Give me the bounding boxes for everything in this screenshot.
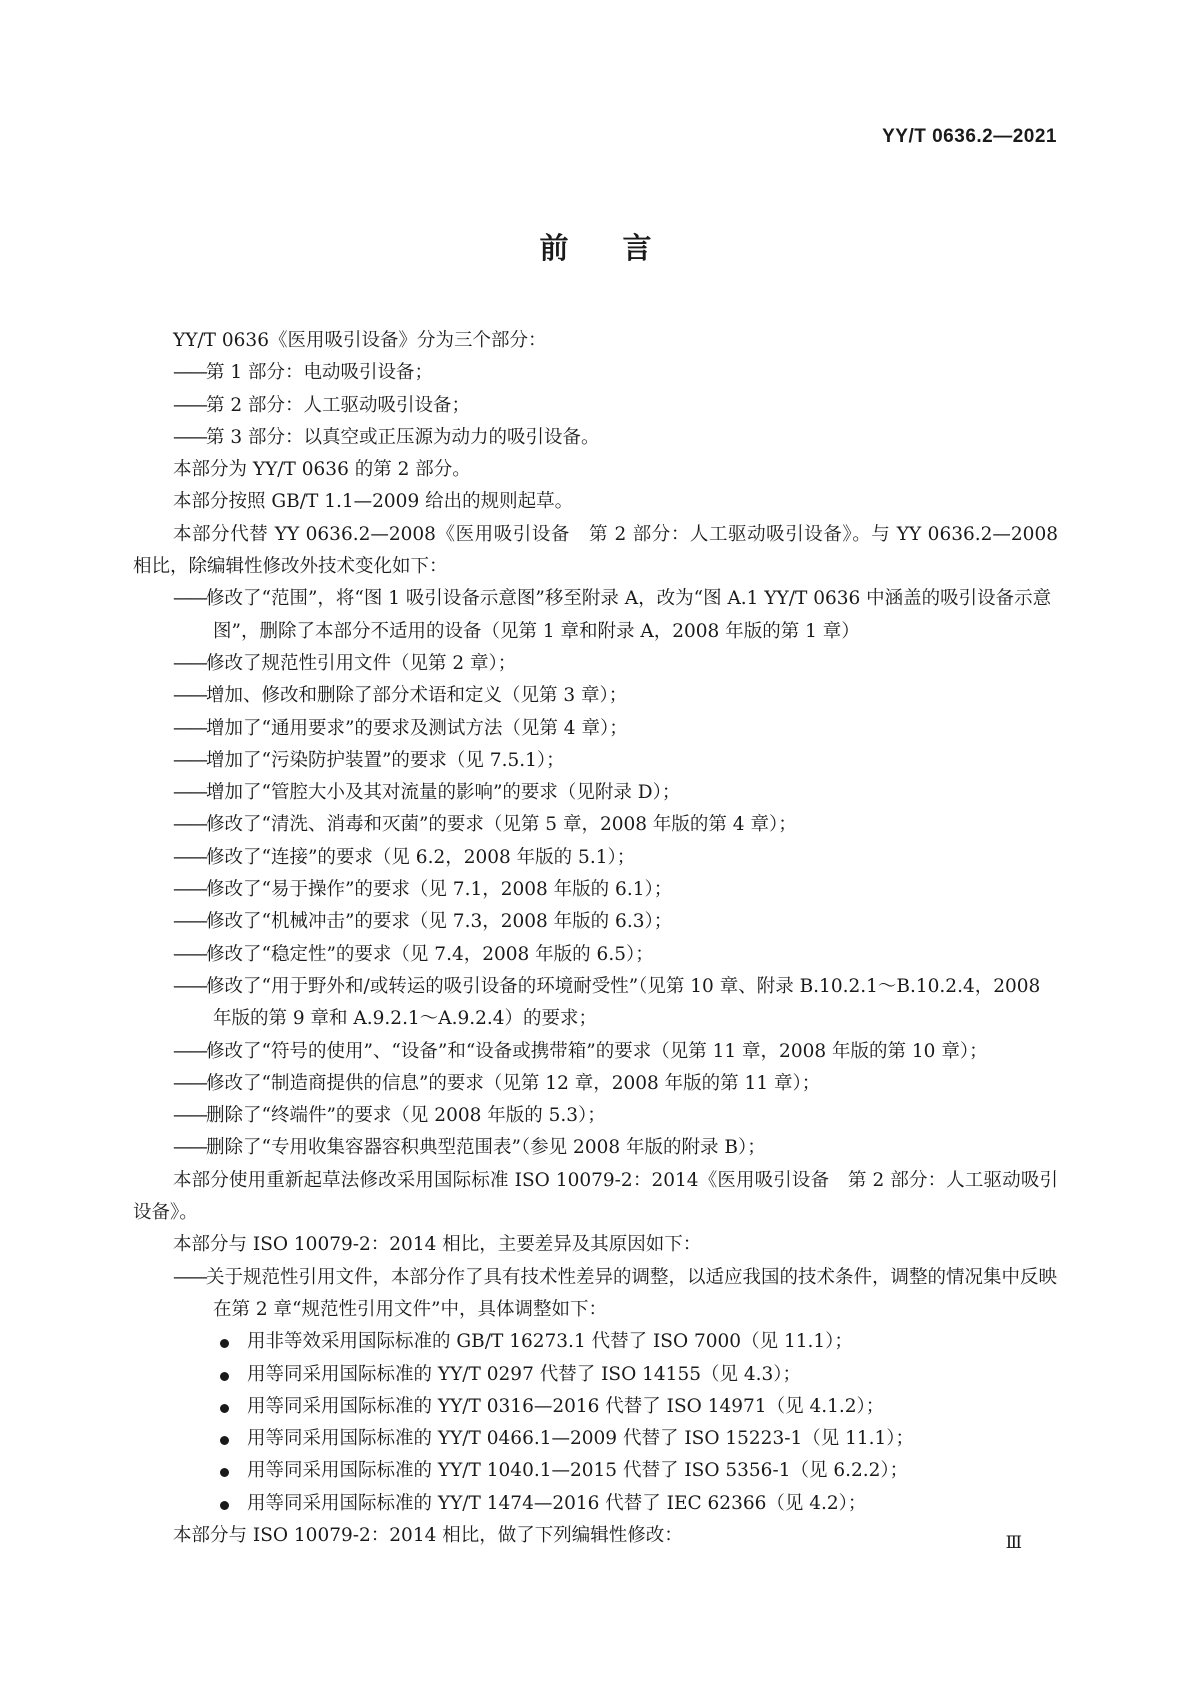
dash-list-item: ——修改了“范围”，将“图 1 吸引设备示意图”移至附录 A，改为“图 A.1 YY/T 0636 中涵盖的吸引设备示意图”，删除了本部分不适用的设备（见第 1 章和附录 A，2008 年版的第 1 章） <box>173 588 1052 642</box>
bullet-list-item: 用等同采用国际标准的 YY/T 0316—2016 代替了 ISO 14971（见 4.1.2）； <box>133 1391 1058 1423</box>
bullet-list-item: 用等同采用国际标准的 YY/T 1474—2016 代替了 IEC 62366（见 4.2）； <box>133 1488 1058 1520</box>
page-number: Ⅲ <box>1005 1533 1021 1553</box>
bullet-list-item: 用非等效采用国际标准的 GB/T 16273.1 代替了 ISO 7000（见 11.1）； <box>133 1326 1058 1358</box>
dash-list-item: ——修改了“机械冲击”的要求（见 7.3，2008 年版的 6.3）； <box>173 911 673 933</box>
bullet-dot-icon <box>220 1501 229 1510</box>
dash-list-item: ——修改了“易于操作”的要求（见 7.1，2008 年版的 6.1）； <box>173 879 673 901</box>
page-title: 前言 <box>539 231 706 265</box>
dash-list-item: ——修改了“连接”的要求（见 6.2，2008 年版的 5.1）； <box>173 846 636 868</box>
document-code: YY/T 0636.2—2021 <box>882 126 1057 147</box>
document-body <box>133 325 1058 1552</box>
bullet-list-item: 用等同采用国际标准的 YY/T 1040.1—2015 代替了 ISO 5356-1（见 6.2.2）； <box>133 1455 1058 1487</box>
dash-list-item: ——修改了“用于野外和/或转运的吸引设备的环境耐受性”（见第 10 章、附录 B.10.2.1～B.10.2.4，2008 年版的第 9 章和 A.9.2.1～A.9.2.4）的要求； <box>173 975 1041 1030</box>
bullet-list-item: 用等同采用国际标准的 YY/T 0466.1—2009 代替了 ISO 15223-1（见 11.1）； <box>133 1423 1058 1455</box>
bullet-list-item: 用等同采用国际标准的 YY/T 0297 代替了 ISO 14155（见 4.3）； <box>133 1359 1058 1391</box>
dash-list-item: ——删除了“专用收集容器容积典型范围表”（参见 2008 年版的附录 B）； <box>173 1137 766 1159</box>
paragraph: 本部分代替 YY 0636.2—2008《医用吸引设备 第 2 部分：人工驱动吸引设备》。与 YY 0636.2—2008 相比，除编辑性修改外技术变化如下： <box>133 523 1058 578</box>
dash-list-item: ——增加了“管腔大小及其对流量的影响”的要求（见附录 D）； <box>173 782 681 804</box>
dash-list-item: ——增加了“污染防护装置”的要求（见 7.5.1）； <box>173 749 565 771</box>
bullet-dot-icon <box>220 1468 229 1477</box>
dash-list-item: ——第 2 部分：人工驱动吸引设备； <box>173 394 471 416</box>
bullet-dot-icon <box>220 1339 229 1348</box>
dash-list-item: ——删除了“终端件”的要求（见 2008 年版的 5.3）； <box>173 1105 606 1127</box>
dash-list-item: ——修改了“清洗、消毒和灭菌”的要求（见第 5 章，2008 年版的第 4 章）； <box>173 814 797 836</box>
dash-list-item: ——增加、修改和删除了部分术语和定义（见第 3 章）； <box>173 685 628 707</box>
dash-list-item: ——第 1 部分：电动吸引设备； <box>173 362 434 384</box>
paragraph: 本部分使用重新起草法修改采用国际标准 ISO 10079-2：2014《医用吸引设备 第 2 部分：人工驱动吸引设备》。 <box>133 1169 1058 1224</box>
paragraph: 本部分按照 GB/T 1.1—2009 给出的规则起草。 <box>173 491 574 513</box>
dash-list-item: ——修改了“制造商提供的信息”的要求（见第 12 章，2008 年版的第 11 章）； <box>173 1072 821 1094</box>
bullet-dot-icon <box>220 1404 229 1413</box>
paragraph: 本部分与 ISO 10079-2：2014 相比，做了下列编辑性修改： <box>173 1524 683 1546</box>
dash-list-item: ——关于规范性引用文件，本部分作了具有技术性差异的调整，以适应我国的技术条件，调整的情况集中反映在第 2 章“规范性引用文件”中，具体调整如下： <box>173 1266 1058 1320</box>
dash-list-item: ——修改了“稳定性”的要求（见 7.4，2008 年版的 6.5）； <box>173 943 654 965</box>
dash-list-item: ——修改了规范性引用文件（见第 2 章）； <box>173 652 517 674</box>
paragraph: YY/T 0636《医用吸引设备》分为三个部分： <box>173 330 547 351</box>
dash-list-item: ——修改了“符号的使用”、“设备”和“设备或携带箱”的要求（见第 11 章，2008 年版的第 10 章）； <box>173 1040 988 1062</box>
dash-list-item: ——第 3 部分：以真空或正压源为动力的吸引设备。 <box>173 426 600 448</box>
paragraph: 本部分为 YY/T 0636 的第 2 部分。 <box>173 459 471 481</box>
bullet-dot-icon <box>220 1436 229 1445</box>
dash-list-item: ——增加了“通用要求”的要求及测试方法（见第 4 章）； <box>173 717 628 739</box>
paragraph: 本部分与 ISO 10079-2：2014 相比，主要差异及其原因如下： <box>173 1234 702 1256</box>
bullet-dot-icon <box>220 1372 229 1381</box>
